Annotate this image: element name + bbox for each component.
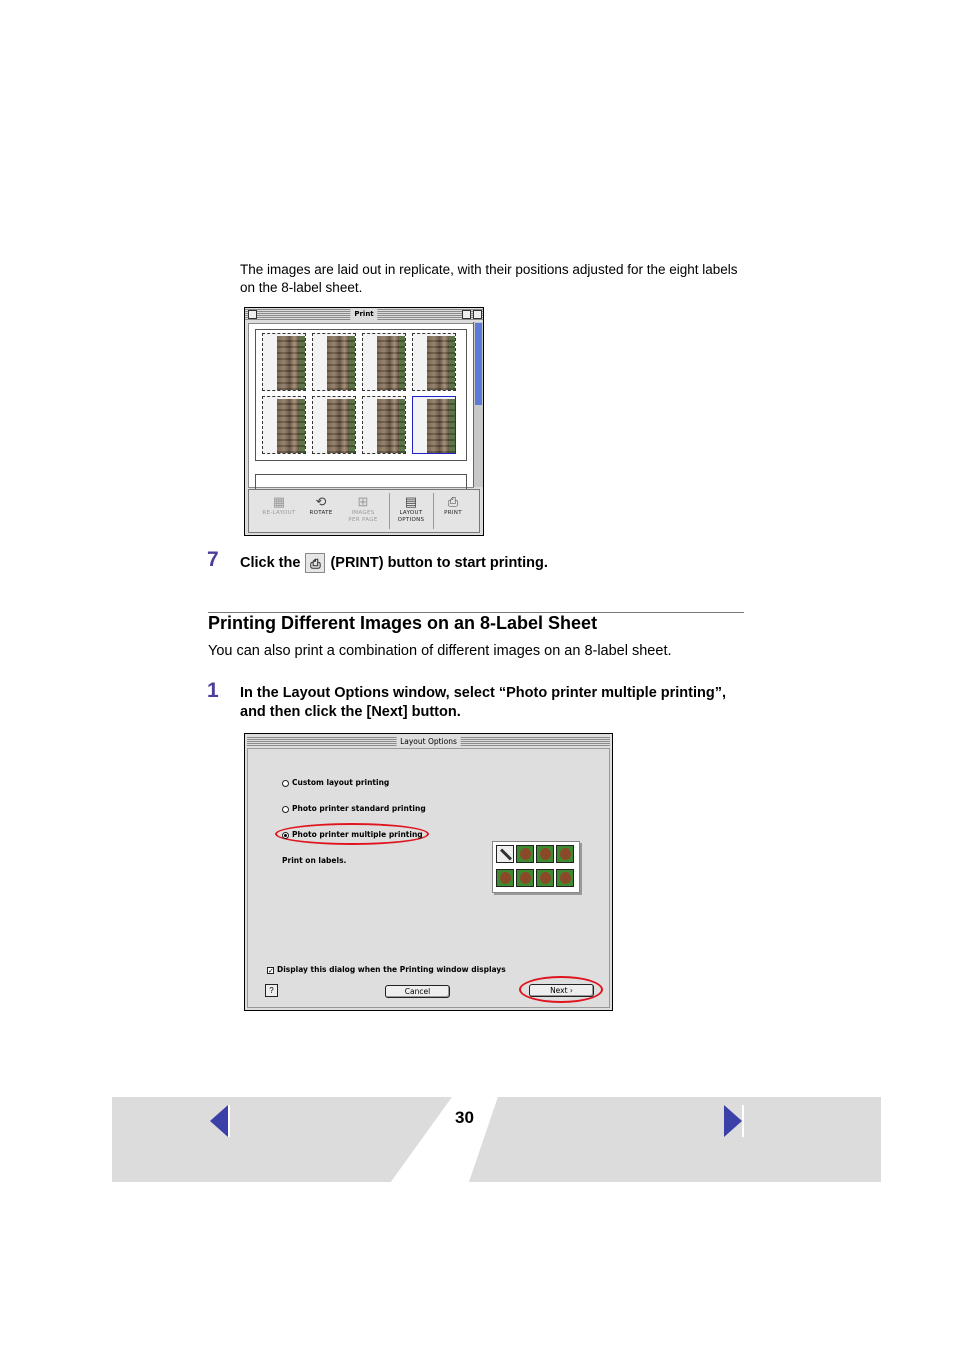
arrow-divider: [742, 1105, 744, 1137]
photo-thumb: [516, 845, 534, 863]
toolbar-divider: [389, 493, 390, 529]
photo-thumb: [536, 845, 554, 863]
print-window-title: Print: [350, 308, 377, 320]
grid-icon: ▦: [272, 494, 286, 509]
print-window-titlebar: [245, 308, 483, 320]
section-paragraph: You can also print a combination of different images on an 8-label sheet.: [208, 643, 672, 659]
step7-text-before: Click the: [240, 555, 301, 571]
images-per-page-tool: ⊞ IMAGES PER PAGE: [341, 490, 385, 532]
radio-button[interactable]: [282, 806, 289, 813]
print-preview-area: [248, 323, 474, 488]
print-tool: ⎙ PRINT: [435, 490, 471, 532]
close-box-icon: [248, 310, 257, 319]
footer-right-panel: [469, 1097, 881, 1182]
label-slot-selected: [412, 396, 456, 454]
photo-thumb: [496, 869, 514, 887]
footer-left-panel: [112, 1097, 452, 1182]
rotate-icon: ⟲: [315, 494, 327, 509]
option-custom-layout[interactable]: Custom layout printing: [282, 778, 389, 788]
photo-thumb: [516, 869, 534, 887]
stepper-icon: ⊞: [357, 494, 369, 509]
arrow-divider: [228, 1105, 230, 1137]
collapse-box-icon: [473, 310, 482, 319]
option-multiple-printing[interactable]: Photo printer multiple printing: [282, 830, 423, 840]
step-number-7: 7: [207, 548, 219, 571]
scroll-thumb: [475, 323, 482, 405]
section-heading: Printing Different Images on an 8-Label Sheet: [208, 613, 598, 633]
step7-instruction: [240, 553, 548, 573]
label-slot: [262, 333, 306, 391]
layout-icon: ▤: [404, 494, 418, 509]
relayout-tool: ▦ RE-LAYOUT: [257, 490, 301, 532]
step7-text-after: (PRINT) button to start printing.: [330, 555, 548, 571]
next-button[interactable]: Next ›: [529, 984, 594, 997]
label-slot: [362, 333, 406, 391]
rotate-tool: ⟲ ROTATE: [301, 490, 341, 532]
checkbox-checked[interactable]: ✓: [268, 966, 274, 975]
vertical-scrollbar: [473, 322, 483, 487]
layout-options-tool: ▤ LAYOUT OPTIONS: [391, 490, 431, 532]
printer-icon: ⎙: [447, 494, 459, 509]
radio-button-selected[interactable]: [282, 832, 289, 839]
print-window-screenshot: [244, 307, 484, 536]
toolbar-divider: [433, 493, 434, 529]
previous-page-arrow-icon[interactable]: [210, 1105, 228, 1137]
photo-thumb: [556, 845, 574, 863]
label-slot: [412, 333, 456, 391]
label-slot: [262, 396, 306, 454]
dialog-title: Layout Options: [396, 736, 461, 747]
zoom-box-icon: [462, 310, 471, 319]
option-description: Print on labels.: [282, 856, 347, 865]
photo-thumb: [556, 869, 574, 887]
print-toolbar: [248, 489, 480, 533]
step-number-1: 1: [207, 679, 219, 702]
layout-preview-image: [492, 841, 580, 893]
step1-instruction: In the Layout Options window, select “Photo printer multiple printing”, and then click the [Next] button.: [240, 685, 727, 720]
intro-text: The images are laid out in replicate, with their positions adjusted for the eight labels on the 8-label sheet.: [240, 262, 738, 295]
layout-options-dialog: [244, 733, 613, 1011]
print-button-icon: ⎙: [305, 553, 325, 573]
next-page-arrow-icon[interactable]: [724, 1105, 742, 1137]
dialog-titlebar: [247, 736, 610, 746]
cancel-button[interactable]: Cancel: [385, 985, 450, 998]
radio-button[interactable]: [282, 780, 289, 787]
display-dialog-checkbox-row[interactable]: ✓ Display this dialog when the Printing window displays: [268, 965, 506, 975]
edit-pen-icon: [496, 845, 514, 863]
page-number: 30: [455, 1108, 474, 1127]
label-slot: [312, 333, 356, 391]
option-standard-printing[interactable]: Photo printer standard printing: [282, 804, 426, 814]
help-button[interactable]: ?: [265, 984, 278, 997]
next-label-sheet: [255, 474, 467, 489]
label-slot: [362, 396, 406, 454]
dialog-body: [247, 748, 610, 1008]
photo-thumb: [536, 869, 554, 887]
label-sheet: [255, 329, 467, 461]
label-slot: [312, 396, 356, 454]
